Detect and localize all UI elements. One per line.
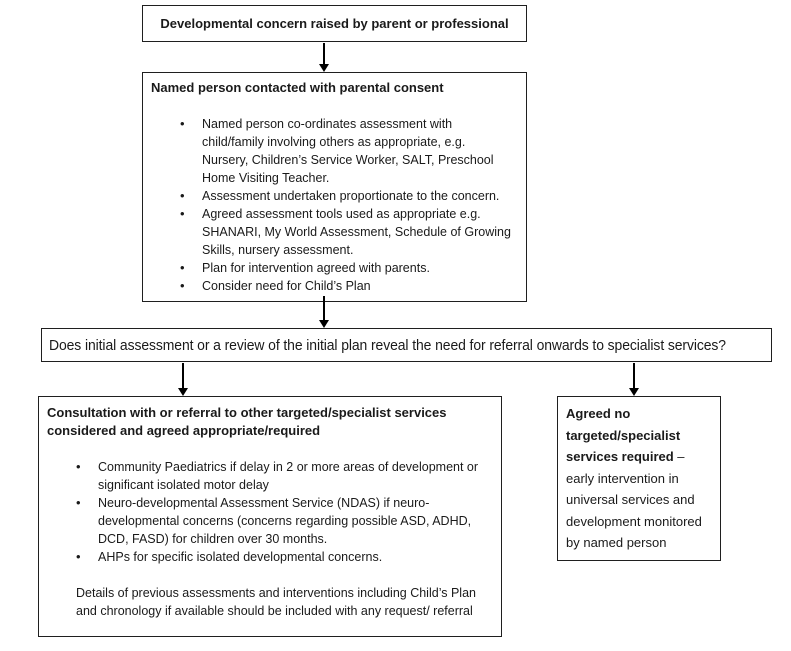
list-item: • AHPs for specific isolated developmental concerns. xyxy=(47,548,493,566)
arrow-line xyxy=(633,363,635,388)
named-person-bullet-list xyxy=(151,115,518,295)
specialist-referral-title: Consultation with or referral to other targeted/specialist services considered and agreed appropriate/required xyxy=(47,405,447,438)
arrow-line xyxy=(323,43,325,64)
concern-raised-title: Developmental concern raised by parent or professional xyxy=(160,16,509,31)
arrow-decision-to-universal xyxy=(628,363,640,396)
specialist-referral-bullet-list xyxy=(47,458,493,566)
list-item: • Assessment undertaken proportionate to the concern. xyxy=(151,187,518,205)
list-item: • Community Paediatrics if delay in 2 or more areas of development or significant isolated motor delay xyxy=(47,458,493,494)
flow-box-no-specialist-needed xyxy=(557,396,721,561)
list-item: • Consider need for Child’s Plan xyxy=(151,277,518,295)
no-specialist-body: – early intervention in universal services and development monitored by named person xyxy=(566,449,702,550)
no-specialist-title: Agreed no targeted/specialist services required xyxy=(566,406,681,464)
arrow-named-person-to-decision xyxy=(318,296,330,328)
flow-box-named-person xyxy=(142,72,527,302)
arrow-concern-to-named-person xyxy=(318,43,330,72)
named-person-title: Named person contacted with parental consent xyxy=(151,80,444,95)
flow-box-decision-question xyxy=(41,328,772,362)
list-item: • Plan for intervention agreed with parents. xyxy=(151,259,518,277)
list-item: • Neuro-developmental Assessment Service (NDAS) if neuro-developmental concerns (concerns regarding possible ASD, ADHD, DCD, FASD) for children over 30 months. xyxy=(47,494,493,548)
flow-box-concern-raised xyxy=(142,5,527,42)
arrow-line xyxy=(323,296,325,320)
decision-question-text: Does initial assessment or a review of the initial plan reveal the need for referral onwards to specialist services? xyxy=(49,336,726,354)
arrow-head-icon xyxy=(319,320,329,328)
list-item: • Agreed assessment tools used as appropriate e.g. SHANARI, My World Assessment, Schedule of Growing Skills, nursery assessment. xyxy=(151,205,518,259)
arrow-line xyxy=(182,363,184,388)
arrow-head-icon xyxy=(319,64,329,72)
arrow-head-icon xyxy=(178,388,188,396)
flow-box-specialist-referral xyxy=(38,396,502,637)
arrow-head-icon xyxy=(629,388,639,396)
arrow-decision-to-specialist xyxy=(177,363,189,396)
referral-details-note: Details of previous assessments and interventions including Child’s Plan and chronology if available should be included with any request/ referral xyxy=(76,586,476,618)
list-item: • Named person co-ordinates assessment with child/family involving others as appropriate, e.g. Nursery, Children’s Service Worker, SALT, Preschool Home Visiting Teacher. xyxy=(151,115,518,187)
